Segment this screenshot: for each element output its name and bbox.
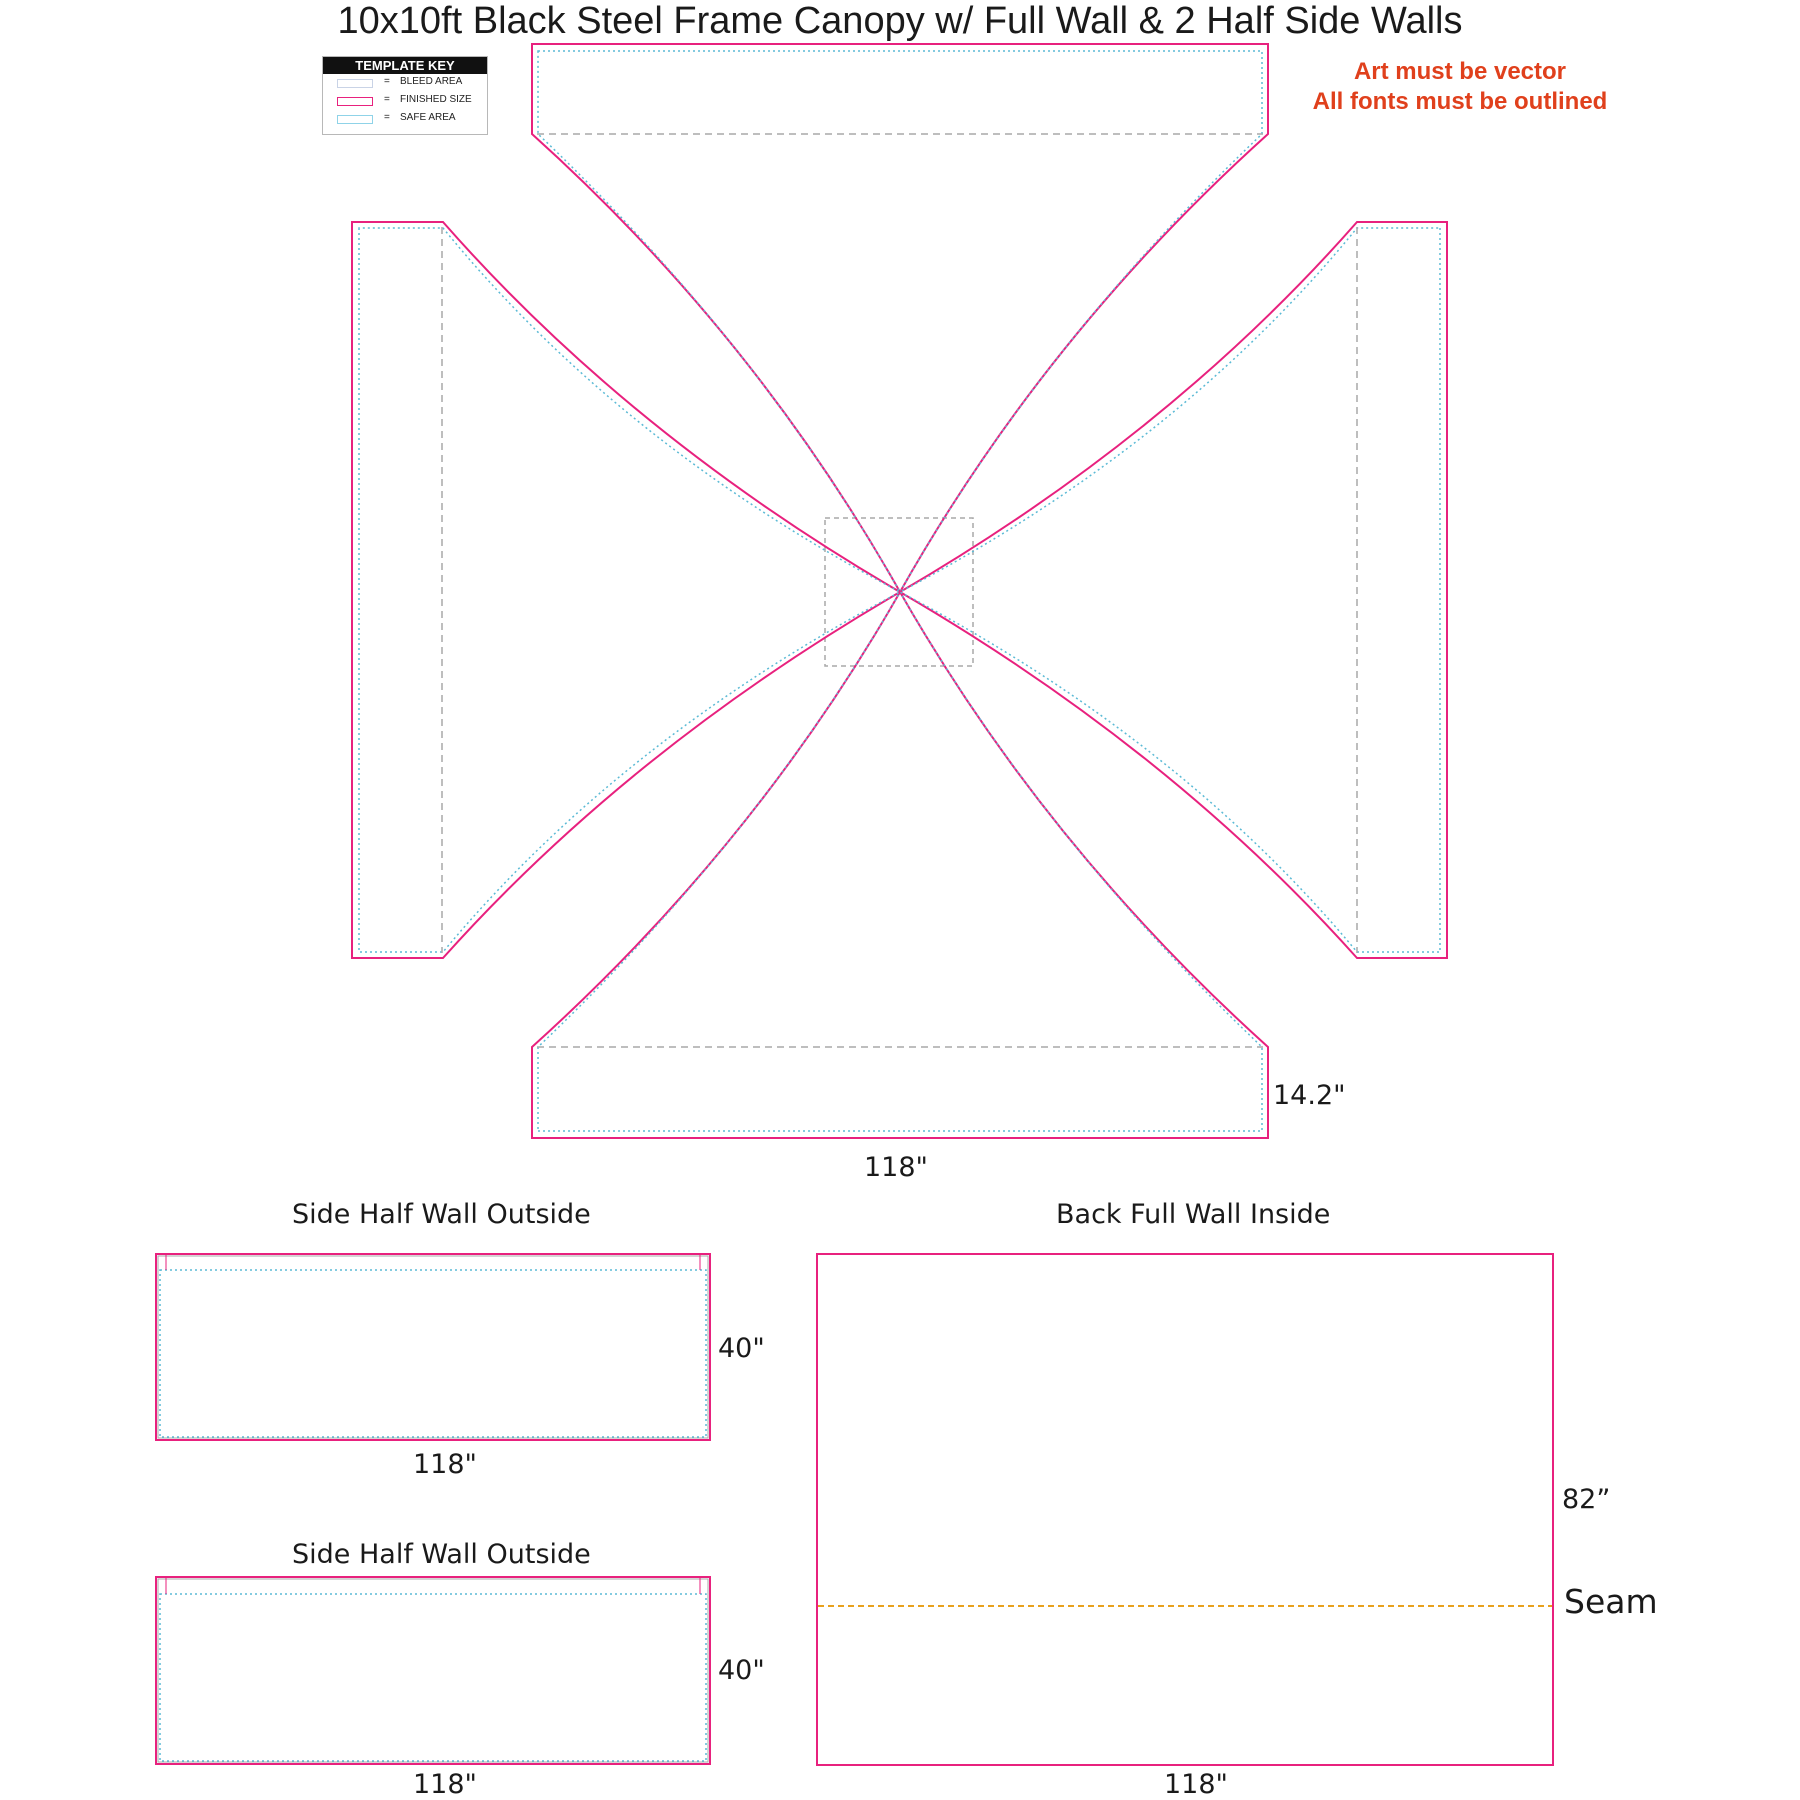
right-panel-finished-outline — [900, 222, 1447, 958]
side-wall-1-finished-outline — [156, 1254, 710, 1440]
side-wall-2-bleed-outline — [158, 1579, 708, 1762]
side-wall-1-bleed-outline — [158, 1256, 708, 1438]
warning-fonts: All fonts must be outlined — [1312, 88, 1608, 115]
side-wall-1-template — [156, 1254, 710, 1440]
side-wall-1-title: Side Half Wall Outside — [292, 1199, 591, 1230]
back-wall-finished-outline — [817, 1254, 1553, 1765]
back-wall-template — [817, 1254, 1553, 1765]
side-wall-1-safe-outline — [160, 1270, 706, 1437]
warning-vector: Art must be vector — [1353, 58, 1567, 85]
canopy-panel-top — [532, 44, 1268, 592]
side-wall-2-safe-outline — [160, 1594, 706, 1761]
left-panel-finished-outline — [352, 222, 900, 958]
top-panel-finished-outline — [532, 44, 1268, 592]
canopy-panel-bottom — [532, 592, 1268, 1138]
side-wall-2-width-label: 118" — [413, 1769, 477, 1800]
left-panel-safe-outline — [359, 228, 900, 952]
bottom-panel-finished-outline — [532, 592, 1268, 1138]
side-wall-1-width-label: 118" — [413, 1449, 477, 1480]
side-wall-2-finished-outline — [156, 1577, 710, 1764]
key-label-finished: FINISHED SIZE — [400, 94, 472, 105]
side-wall-2-height-label: 40" — [718, 1655, 765, 1686]
canopy-panel-left — [352, 222, 900, 958]
canopy-panel-right — [900, 222, 1447, 958]
back-wall-height-label: 82” — [1562, 1484, 1611, 1515]
back-wall-seam-label: Seam — [1564, 1582, 1658, 1621]
back-wall-width-label: 118" — [1164, 1769, 1228, 1800]
bottom-panel-safe-outline — [538, 592, 1262, 1131]
key-equals: = — [384, 94, 390, 105]
back-wall-title: Back Full Wall Inside — [1056, 1199, 1331, 1230]
key-label-safe: SAFE AREA — [400, 112, 456, 123]
template-key-heading: TEMPLATE KEY — [323, 57, 487, 74]
canopy-valance-height-label: 14.2" — [1273, 1080, 1346, 1111]
key-equals: = — [384, 76, 390, 87]
key-label-bleed: BLEED AREA — [400, 76, 463, 87]
page-title: 10x10ft Black Steel Frame Canopy w/ Full Wall & 2 Half Side Walls — [337, 0, 1463, 42]
key-equals: = — [384, 112, 390, 123]
top-panel-safe-outline — [538, 51, 1262, 592]
side-wall-1-height-label: 40" — [718, 1333, 765, 1364]
right-panel-safe-outline — [900, 228, 1440, 952]
side-wall-2-title: Side Half Wall Outside — [292, 1539, 591, 1570]
side-wall-2-template — [156, 1577, 710, 1764]
canopy-width-label: 118" — [864, 1152, 928, 1183]
